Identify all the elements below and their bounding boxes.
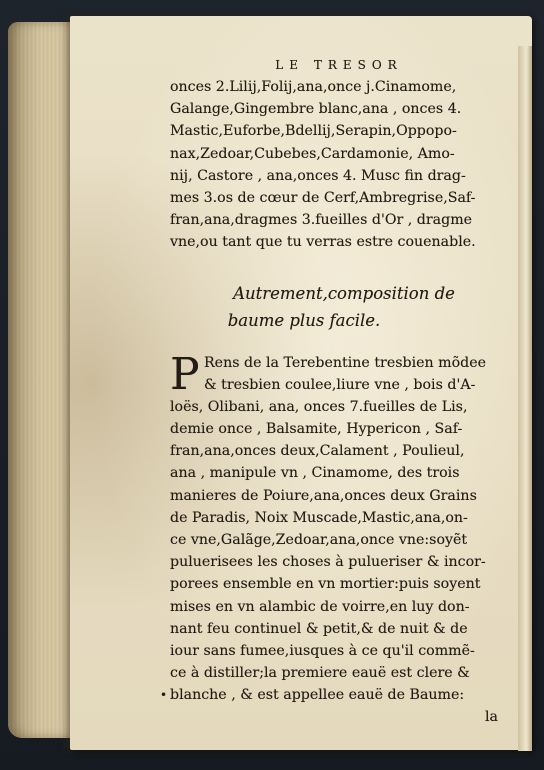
drop-cap: P	[170, 348, 200, 400]
text-line: puluerisees les choses à pulueriser & incor-	[170, 554, 486, 571]
text-line: mises en vn alambic de voirre,en luy don-	[170, 598, 470, 615]
top-paragraph	[170, 76, 500, 254]
text-line: iour sans fumee,iusques à ce qu'il commẽ-	[170, 642, 475, 659]
text-line: vne,ou tant que tu verras estre couenable.	[170, 234, 476, 251]
text-line: demie once , Balsamite, Hypericon , Saf-	[170, 421, 463, 438]
text-line: ce vne,Galãge,Zedoar,ana,once vne:soyẽt	[170, 532, 468, 548]
text-line: mes 3.os de cœur de Cerf,Ambregrise,Saf-	[170, 189, 476, 206]
text-line: Mastic,Euforbe,Bdellij,Serapin,Oppopo-	[170, 123, 457, 140]
text-line: porees ensemble en vn mortier:puis soyent	[170, 576, 481, 593]
text-line: Rens de la Terebentine tresbien mõdee	[204, 354, 487, 371]
text-line: ana , manipule vn , Cinamome, des trois	[170, 465, 460, 482]
heading-line: baume plus facile.	[227, 310, 381, 330]
text-line	[160, 684, 500, 706]
page-gutter	[518, 46, 532, 751]
text-line: loës, Olibani, ana, onces 7.fueilles de Lis,	[170, 398, 468, 415]
catchword: la	[485, 708, 498, 725]
text-line: fran,ana,onces deux,Calament , Poulieul,	[170, 443, 465, 460]
text-line: nij, Castore , ana,onces 4. Musc fin drag-	[170, 167, 466, 184]
heading-line: Autrement,composition de	[233, 283, 455, 303]
text-line: manieres de Poiure,ana,onces deux Grains	[170, 487, 477, 504]
text-line: Galange,Gingembre blanc,ana , onces 4.	[170, 101, 462, 118]
text-line: fran,ana,dragmes 3.fueilles d'Or , dragme	[170, 212, 473, 229]
section-heading	[170, 280, 500, 334]
text-line: nant feu continuel & petit,& de nuit & de	[170, 620, 468, 637]
running-head: LE TRESOR	[275, 58, 403, 72]
page-text-block	[160, 58, 500, 727]
text-line: & tresbien coulee,liure vne , bois d'A-	[204, 376, 476, 393]
text-line: nax,Zedoar,Cubebes,Cardamonie, Amo-	[170, 145, 455, 162]
text-line: ce à distiller;la premiere eauë est clere &	[170, 665, 470, 682]
body-paragraph	[160, 348, 500, 727]
text-line-content: blanche , & est appellee eauë de Baume:	[170, 687, 465, 704]
text-line: onces 2.Lilij,Folij,ana,once j.Cinamome,	[170, 79, 457, 95]
margin-mark: •	[160, 688, 168, 703]
text-line: de Paradis, Noix Muscade,Mastic,ana,on-	[170, 509, 468, 526]
